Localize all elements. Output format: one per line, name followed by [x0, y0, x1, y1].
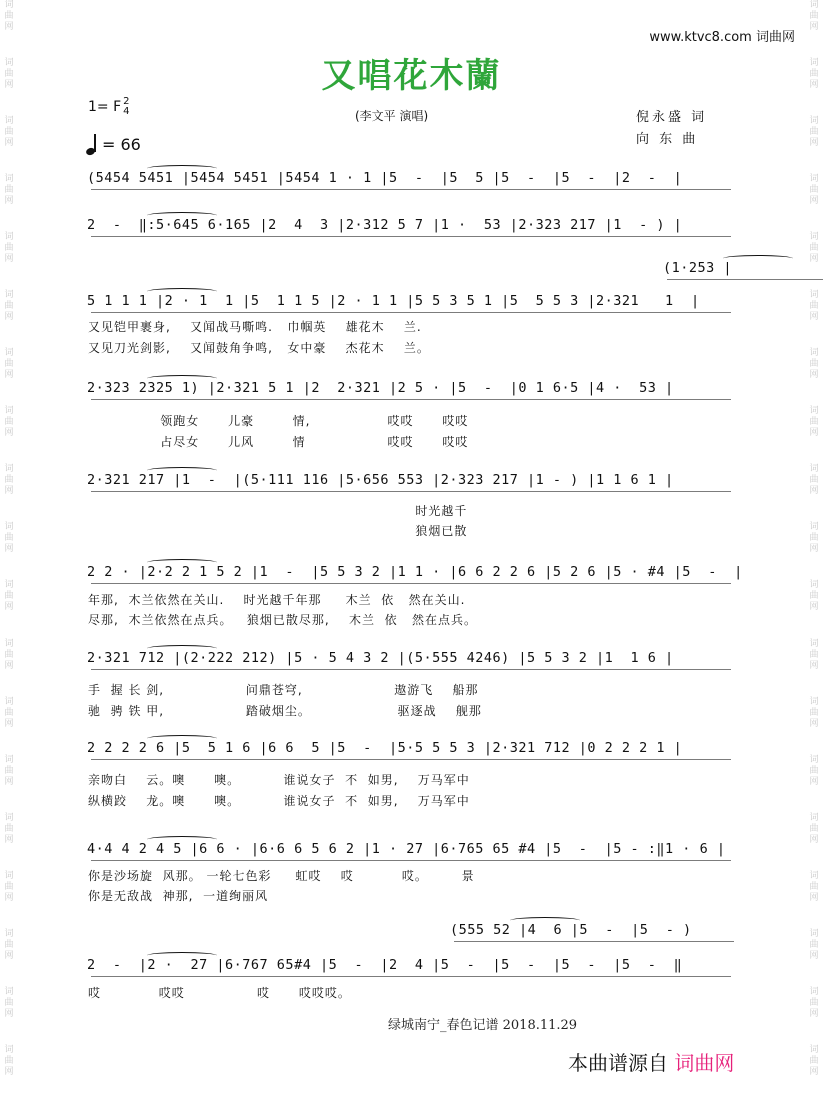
watermark-glyph: 网	[4, 602, 14, 613]
beam-line	[91, 583, 731, 584]
watermark-glyph: 词	[4, 58, 14, 69]
notation-row: 4·4 4 2 4 5 |6 6 · |6·6 6 5 6 2 |1 · 27 |6·765 65 #4 |5 - |5 - :‖1 · 6 |	[87, 841, 726, 857]
watermark-glyph: 网	[809, 370, 819, 381]
watermark-glyph: 词	[809, 348, 819, 359]
slur-mark	[147, 645, 217, 652]
source-prefix: 本曲谱源自	[568, 1051, 668, 1075]
watermark-glyph: 词	[809, 290, 819, 301]
lyric-line: 年那, 木兰依然在关山. 时光越千年那 木兰 依 然在关山.	[88, 593, 466, 607]
lyric-line: 手 握 长 剑, 问鼎苍穹, 遨游飞 船那	[88, 683, 479, 697]
lyric-line: 又见刀光剑影, 又闻鼓角争鸣, 女中豪 杰花木 兰。	[88, 341, 430, 355]
lyric-line: 亲吻白 云。噢 噢。 谁说女子 不 如男, 万马军中	[88, 773, 470, 787]
slur-mark	[147, 952, 217, 959]
watermark-glyph: 词	[4, 116, 14, 127]
watermark-glyph: 曲	[809, 765, 819, 776]
watermark-glyph: 曲	[809, 881, 819, 892]
watermark-glyph: 曲	[4, 881, 14, 892]
lyric-line: 驰 骋 铁 甲, 踏破烟尘。 驱逐战 舰那	[88, 704, 482, 718]
notation-row: 2 2 · |2·2 2 1 5 2 |1 - |5 5 3 2 |1 1 · |6 6 2 2 6 |5 2 6 |5 · #4 |5 - |	[87, 564, 743, 580]
beam-line	[454, 941, 734, 942]
slur-mark	[510, 917, 580, 924]
beam-line	[91, 491, 731, 492]
watermark-glyph: 网	[809, 660, 819, 671]
watermark-glyph: 曲	[809, 591, 819, 602]
watermark-glyph: 词	[4, 348, 14, 359]
notation-row: (1·253 |	[663, 260, 733, 276]
time-bottom: 4	[123, 106, 130, 117]
watermark-glyph: 词	[809, 522, 819, 533]
watermark-glyph: 曲	[809, 69, 819, 80]
singer-credit: (李文平 演唱)	[355, 109, 429, 123]
watermark-glyph: 曲	[809, 475, 819, 486]
watermark-glyph: 曲	[809, 243, 819, 254]
watermark-glyph: 词	[809, 986, 819, 997]
site-url[interactable]: www.ktvc8.com	[649, 30, 752, 45]
watermark-glyph: 词	[809, 406, 819, 417]
watermark-glyph: 词	[4, 1044, 14, 1055]
watermark-glyph: 曲	[4, 939, 14, 950]
beam-line	[91, 669, 731, 670]
lyricist-credit: 倪永盛 词	[636, 110, 708, 125]
watermark-glyph: 词	[4, 754, 14, 765]
watermark-glyph: 网	[4, 80, 14, 91]
watermark-glyph: 网	[809, 486, 819, 497]
watermark-glyph: 网	[4, 718, 14, 729]
watermark-glyph: 曲	[4, 359, 14, 370]
tempo-value: = 66	[102, 134, 141, 154]
lyric-line: 狼烟已散	[88, 524, 468, 538]
watermark-glyph: 网	[4, 660, 14, 671]
watermark-glyph: 曲	[809, 417, 819, 428]
watermark-glyph: 网	[4, 254, 14, 265]
beam-line	[91, 860, 731, 861]
watermark-glyph: 网	[809, 544, 819, 555]
watermark-glyph: 网	[809, 1066, 819, 1077]
beam-line	[91, 189, 731, 190]
slur-mark	[147, 288, 217, 295]
source-name[interactable]: 词曲网	[674, 1051, 735, 1075]
watermark-glyph: 网	[4, 138, 14, 149]
watermark-glyph: 词	[809, 638, 819, 649]
watermark-glyph: 词	[809, 928, 819, 939]
watermark-glyph: 曲	[809, 997, 819, 1008]
lyric-line: 你是无敌战 神那, 一道绚丽风	[88, 889, 269, 903]
slur-mark	[147, 559, 217, 566]
lyric-line: 时光越千	[88, 504, 468, 518]
watermark-glyph: 网	[4, 776, 14, 787]
watermark-glyph: 曲	[4, 707, 14, 718]
watermark-glyph: 网	[4, 892, 14, 903]
watermark-glyph: 曲	[809, 533, 819, 544]
watermark-glyph: 网	[4, 196, 14, 207]
watermark-glyph: 网	[809, 892, 819, 903]
watermark-glyph: 网	[4, 22, 14, 32]
watermark-glyph: 曲	[4, 417, 14, 428]
watermark-glyph: 曲	[809, 823, 819, 834]
watermark-glyph: 曲	[4, 69, 14, 80]
watermark-glyph: 词	[809, 464, 819, 475]
watermark-glyph: 网	[809, 80, 819, 91]
watermark-glyph: 曲	[809, 1055, 819, 1066]
notation-row: 5 1 1 1 |2 · 1 1 |5 1 1 5 |2 · 1 1 |5 5 3 5 1 |5 5 5 3 |2·321 1 |	[87, 293, 700, 309]
watermark-glyph: 曲	[4, 301, 14, 312]
watermark-glyph: 词	[809, 174, 819, 185]
watermark-glyph: 网	[809, 254, 819, 265]
watermark-glyph: 词	[809, 580, 819, 591]
lyric-line: 纵横跤 龙。噢 噢。 谁说女子 不 如男, 万马军中	[88, 794, 470, 808]
notation-row: (555 52 |4 6 |5 - |5 - )	[450, 922, 701, 938]
watermark-glyph: 词	[809, 0, 819, 10]
watermark-glyph: 网	[4, 486, 14, 497]
watermark-glyph: 曲	[4, 243, 14, 254]
watermark-glyph: 曲	[4, 649, 14, 660]
watermark-glyph: 词	[4, 174, 14, 185]
notation-row: (5454 5451 |5454 5451 |5454 1 · 1 |5 - |5 5 |5 - |5 - |2 - |	[87, 170, 683, 186]
watermark-glyph: 网	[809, 950, 819, 961]
watermark-glyph: 曲	[4, 475, 14, 486]
watermark-glyph: 曲	[809, 127, 819, 138]
lyric-line: 占尽女 儿风 情 哎哎 哎哎	[88, 435, 469, 449]
watermark-glyph: 词	[4, 696, 14, 707]
watermark-glyph: 曲	[4, 127, 14, 138]
watermark-glyph: 网	[4, 1008, 14, 1019]
watermark-glyph: 网	[4, 1066, 14, 1077]
notation-row: 2 - ‖:5·645 6·165 |2 4 3 |2·312 5 7 |1 · 53 |2·323 217 |1 - ) |	[87, 217, 683, 233]
notation-row: 2 - |2 · 27 |6·767 65#4 |5 - |2 4 |5 - |5 - |5 - |5 - ‖	[87, 957, 683, 973]
watermark-glyph: 词	[809, 232, 819, 243]
lyric-line: 又见铠甲裹身, 又闻战马嘶鸣. 巾帼英 雄花木 兰.	[88, 320, 422, 334]
time-top: 2	[123, 96, 130, 107]
site-name[interactable]: 词曲网	[755, 30, 795, 45]
beam-line	[91, 236, 731, 237]
watermark-glyph: 网	[809, 428, 819, 439]
watermark-glyph: 曲	[809, 359, 819, 370]
slur-mark	[147, 735, 217, 742]
watermark-glyph: 词	[4, 522, 14, 533]
watermark-glyph: 词	[4, 580, 14, 591]
watermark-glyph: 曲	[4, 185, 14, 196]
watermark-glyph: 词	[4, 232, 14, 243]
transcriber-credit: 绿城南宁_春色记谱 2018.11.29	[388, 1018, 578, 1033]
watermark-glyph: 词	[809, 812, 819, 823]
watermark-glyph: 曲	[4, 823, 14, 834]
watermark-glyph: 网	[4, 544, 14, 555]
watermark-glyph: 网	[4, 370, 14, 381]
slur-mark	[147, 836, 217, 843]
watermark-glyph: 词	[809, 1044, 819, 1055]
beam-line	[91, 312, 731, 313]
watermark-glyph: 网	[809, 312, 819, 323]
slur-mark	[723, 255, 793, 262]
song-title: 又唱花木蘭	[321, 56, 502, 96]
watermark-glyph: 词	[4, 0, 14, 10]
watermark-glyph: 网	[4, 312, 14, 323]
watermark-glyph: 曲	[4, 765, 14, 776]
notation-row: 2·323 2325 1) |2·321 5 1 |2 2·321 |2 5 · |5 - |0 1 6·5 |4 · 53 |	[87, 380, 674, 396]
watermark-glyph: 词	[809, 58, 819, 69]
watermark-glyph: 词	[809, 870, 819, 881]
watermark-glyph: 网	[809, 196, 819, 207]
slur-mark	[147, 212, 217, 219]
watermark-glyph: 曲	[809, 301, 819, 312]
watermark-glyph: 词	[4, 638, 14, 649]
watermark-glyph: 曲	[4, 997, 14, 1008]
beam-line	[667, 279, 823, 280]
lyric-line: 领跑女 儿豪 情, 哎哎 哎哎	[88, 414, 469, 428]
lyric-line: 你是沙场旋 风那。 一轮七色彩 虹哎 哎 哎。 景	[88, 869, 475, 883]
notation-row: 2·321 712 |(2·222 212) |5 · 5 4 3 2 |(5·555 4246) |5 5 3 2 |1 1 6 |	[87, 650, 674, 666]
watermark-glyph: 词	[4, 464, 14, 475]
slur-mark	[147, 467, 217, 474]
watermark-glyph: 词	[4, 986, 14, 997]
watermark-glyph: 网	[4, 428, 14, 439]
beam-line	[91, 759, 731, 760]
watermark-glyph: 网	[809, 22, 819, 32]
watermark-glyph: 曲	[809, 185, 819, 196]
notation-row: 2 2 2 2 6 |5 5 1 6 |6 6 5 |5 - |5·5 5 5 3 |2·321 712 |0 2 2 2 1 |	[87, 740, 683, 756]
watermark-glyph: 词	[4, 928, 14, 939]
watermark-glyph: 网	[809, 602, 819, 613]
slur-mark	[147, 375, 217, 382]
lyric-line: 尽那, 木兰依然在点兵。 狼烟已散尽那, 木兰 依 然在点兵。	[88, 613, 478, 627]
beam-line	[91, 976, 731, 977]
watermark-glyph: 曲	[4, 533, 14, 544]
watermark-glyph: 词	[809, 116, 819, 127]
watermark-glyph: 网	[4, 834, 14, 845]
source-credit[interactable]	[568, 1047, 734, 1076]
lyric-line: 哎 哎哎 哎 哎哎哎。	[88, 986, 351, 1000]
watermark-glyph: 曲	[4, 1055, 14, 1066]
watermark-glyph: 曲	[809, 11, 819, 21]
watermark-glyph: 词	[4, 406, 14, 417]
watermark-glyph: 词	[4, 290, 14, 301]
beam-line	[91, 399, 731, 400]
slur-mark	[147, 165, 217, 172]
watermark-glyph: 词	[4, 812, 14, 823]
watermark-glyph: 词	[4, 870, 14, 881]
watermark-glyph: 曲	[4, 591, 14, 602]
watermark-glyph: 网	[809, 776, 819, 787]
watermark-glyph: 曲	[4, 11, 14, 21]
composer-credit: 向 东 曲	[636, 132, 699, 147]
notation-row: 2·321 217 |1 - |(5·111 116 |5·656 553 |2·323 217 |1 - ) |1 1 6 1 |	[87, 472, 674, 488]
watermark-glyph: 曲	[809, 707, 819, 718]
key-label: 1= F	[88, 99, 122, 115]
watermark-glyph: 网	[809, 718, 819, 729]
watermark-glyph: 词	[809, 754, 819, 765]
watermark-glyph: 曲	[809, 939, 819, 950]
watermark-glyph: 网	[809, 1008, 819, 1019]
watermark-glyph: 词	[809, 696, 819, 707]
watermark-glyph: 网	[809, 138, 819, 149]
watermark-glyph: 网	[4, 950, 14, 961]
watermark-glyph: 曲	[809, 649, 819, 660]
watermark-glyph: 网	[809, 834, 819, 845]
